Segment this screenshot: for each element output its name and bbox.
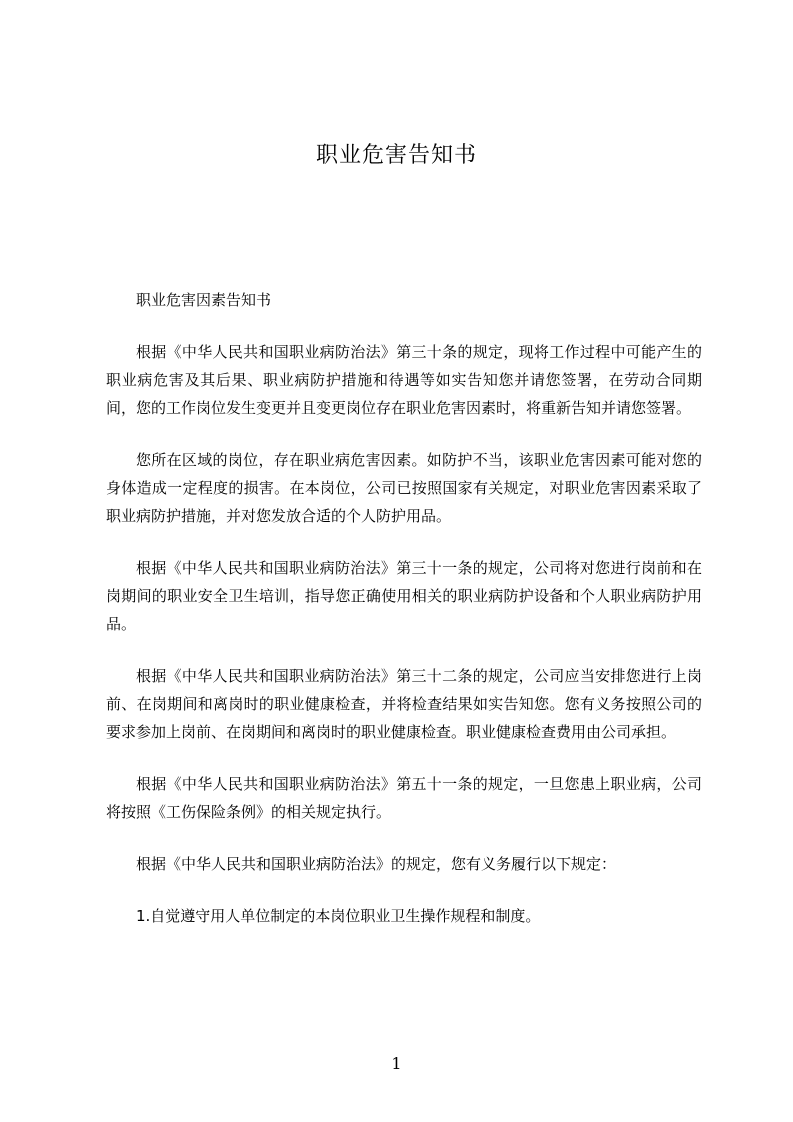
document-title: 职业危害告知书 xyxy=(315,143,477,168)
list-item-1: 1.自觉遵守用人单位制定的本岗位职业卫生操作规程和制度。 xyxy=(136,907,541,925)
paragraph-5: 根据《中华人民共和国职业病防治法》第五十一条的规定，一旦您患上职业病，公司将按照《工伤保险条例》的相关规定执行。 xyxy=(106,775,702,821)
paragraph-6: 根据《中华人民共和国职业病防治法》的规定，您有义务履行以下规定： xyxy=(136,855,617,873)
paragraph-2: 您所在区域的岗位，存在职业病危害因素。如防护不当，该职业危害因素可能对您的身体造成一定程度的损害。在本岗位，公司已按照国家有关规定，对职业危害因素采取了职业病防护措施，并对您发放合适的个人防护用品。 xyxy=(106,451,702,525)
document-body xyxy=(106,286,702,954)
paragraph-1: 根据《中华人民共和国职业病防治法》第三十条的规定，现将工作过程中可能产生的职业病危害及其后果、职业病防护措施和待遇等如实告知您并请您签署，在劳动合同期间，您的工作岗位发生变更并且变更岗位存在职业危害因素时，将重新告知并请您签署。 xyxy=(106,343,702,417)
paragraph-4: 根据《中华人民共和国职业病防治法》第三十二条的规定，公司应当安排您进行上岗前、在岗期间和离岗时的职业健康检查，并将检查结果如实告知您。您有义务按照公司的要求参加上岗前、在岗期间和离岗时的职业健康检查。职业健康检查费用由公司承担。 xyxy=(106,667,702,741)
page-number: 1 xyxy=(391,1054,402,1073)
section-subtitle: 职业危害因素告知书 xyxy=(136,291,272,309)
paragraph-3: 根据《中华人民共和国职业病防治法》第三十一条的规定，公司将对您进行岗前和在岗期间的职业安全卫生培训，指导您正确使用相关的职业病防护设备和个人职业病防护用品。 xyxy=(106,559,702,633)
